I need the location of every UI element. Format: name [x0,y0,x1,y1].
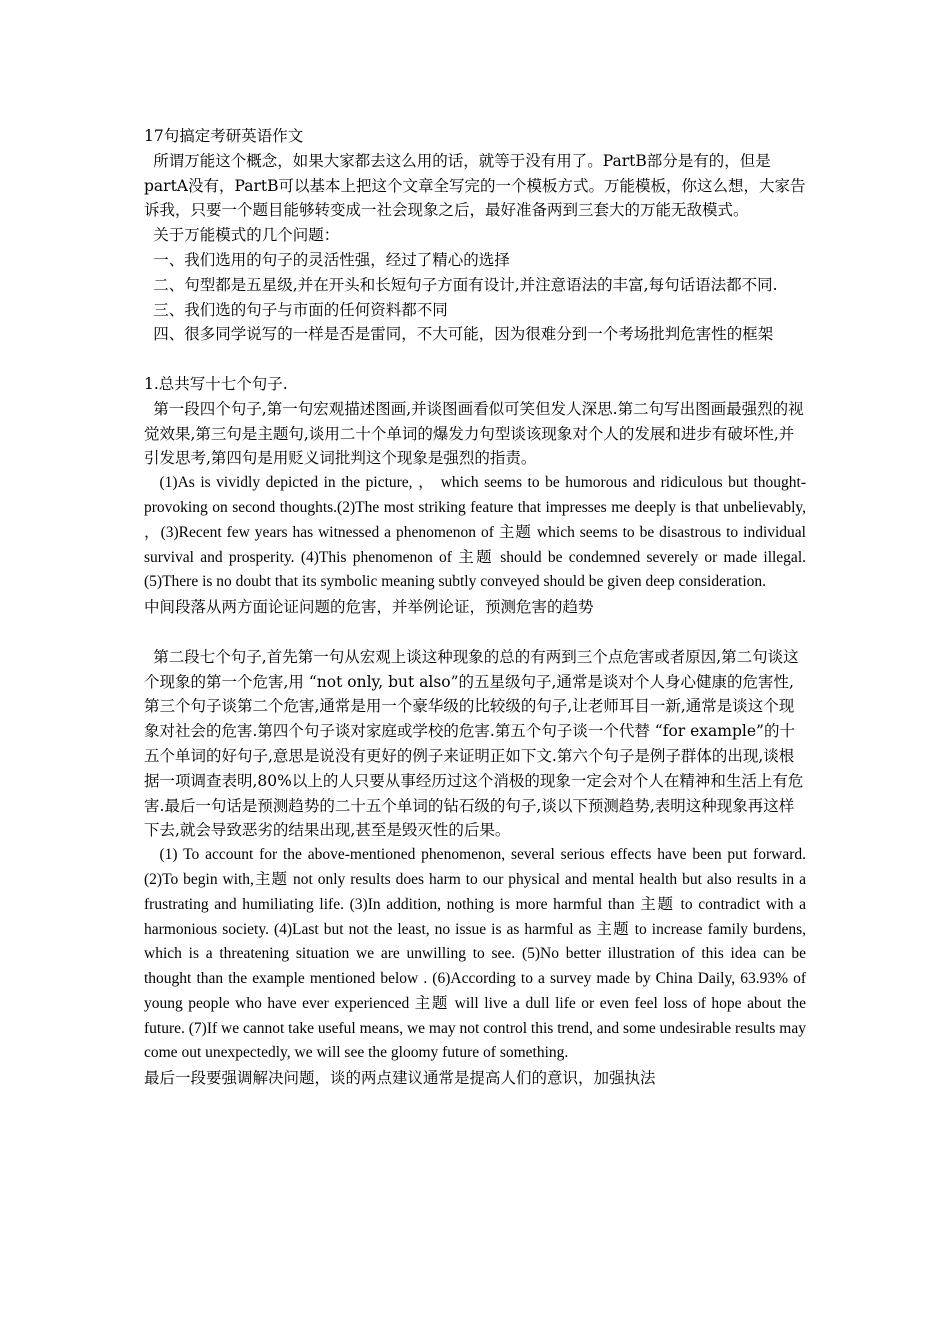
paragraph-one-english: (1)As is vividly depicted in the picture, ， which seems to be humorous and ridiculous but thought-provoking on second thoughts.(2)The most striking feature that impresses me deeply is that unbelievably, ，(3)Recent few years has witnessed a phenomenon of 主题 which seems to be disastrous to individual survival and prosperity. (4)This phenomenon of 主题 should be condemned severely or made illegal. (5)There is no doubt that its symbolic meaning subtly conveyed should be given deep consideration. [144,474,806,591]
blank-line [144,620,806,645]
issue-item: 二、句型都是五星级,并在开头和长短句子方面有设计,并注意语法的丰富,每句话语法都不同. [153,275,778,294]
document-title: 17句搞定考研英语作文 [144,127,304,145]
issue-item: 三、我们选的句子与市面的任何资料都不同 [153,300,448,319]
issue-item: 四、很多同学说写的一样是否是雷同，不大可能，因为很难分到一个考场批判危害性的框架 [153,325,774,344]
issue-item: 一、我们选用的句子的灵活性强，经过了精心的选择 [153,250,510,269]
issues-heading: 关于万能模式的几个问题： [153,226,340,245]
final-paragraph-note: 最后一段要强调解决问题，谈的两点建议通常是提高人们的意识，加强执法 [144,1069,656,1088]
paragraph-one-description: 第一段四个句子,第一句宏观描述图画,并谈图画看似可笑但发人深思.第二句写出图画最强烈的视觉效果,第三句是主题句,谈用二十个单词的爆发力句型谈该现象对个人的发展和进步有破坏性,并引发思考,第四句是用贬义词批判这个现象是强烈的指责。 [144,399,804,468]
document-page [144,124,806,1091]
blank-line [144,347,806,372]
paragraph-two-description: 第二段七个句子,首先第一句从宏观上谈这种现象的总的有两到三个点危害或者原因,第二句谈这个现象的第一个危害,用 “not only, but also”的五星级句子,通常是谈对个人身心健康的危害性, 第三个句子谈第二个危害,通常是用一个豪华级的比较级的句子,让老师耳目一新,通常是谈这个现象对社会的危害.第四个句子谈对家庭或学校的危害.第五个句子谈一个代替 “for example”的十五个单词的好句子,意思是说没有更好的例子来证明正如下文.第六个句子是例子群体的出现,谈根据一项调查表明,80%以上的人只要从事经历过这个消极的现象一定会对个人在精神和生活上有危害.最后一句话是预测趋势的二十五个单词的钻石级的句子,谈以下预测趋势,表明这种现象再这样下去,就会导致恶劣的结果出现,甚至是毁灭性的后果。 [144,647,804,840]
section-heading: 1.总共写十七个句子. [144,374,288,393]
intro-paragraph: 所谓万能这个概念，如果大家都去这么用的话，就等于没有用了。PartB部分是有的，但是partA没有，PartB可以基本上把这个文章全写完的一个模板方式。万能模板，你这么想，大家告诉我，只要一个题目能够转变成一社会现象之后，最好准备两到三套大的万能无敌模式。 [144,151,806,220]
middle-paragraph-note: 中间段落从两方面论证问题的危害，并举例论证，预测危害的趋势 [144,598,594,617]
paragraph-two-english: (1) To account for the above-mentioned phenomenon, several serious effects have been put forward. (2)To begin with,主题 not only results does harm to our physical and mental health but also results in a frustrating and humiliating life. (3)In addition, nothing is more harmful than 主题 to contradict with a harmonious society. (4)Last but not the least, no issue is as harmful as 主题 to increase family burdens, which is a threatening situation we are unwilling to see. (5)No better illustration of this idea can be thought than the example mentioned below . (6)According to a survey made by China Daily, 63.93% of young people who have ever experienced 主题 will live a dull life or even feel loss of hope about the future. (7)If we cannot take useful means, we may not control this trend, and some undesirable results may come out unexpectedly, we will see the gloomy future of something. [144,846,806,1062]
